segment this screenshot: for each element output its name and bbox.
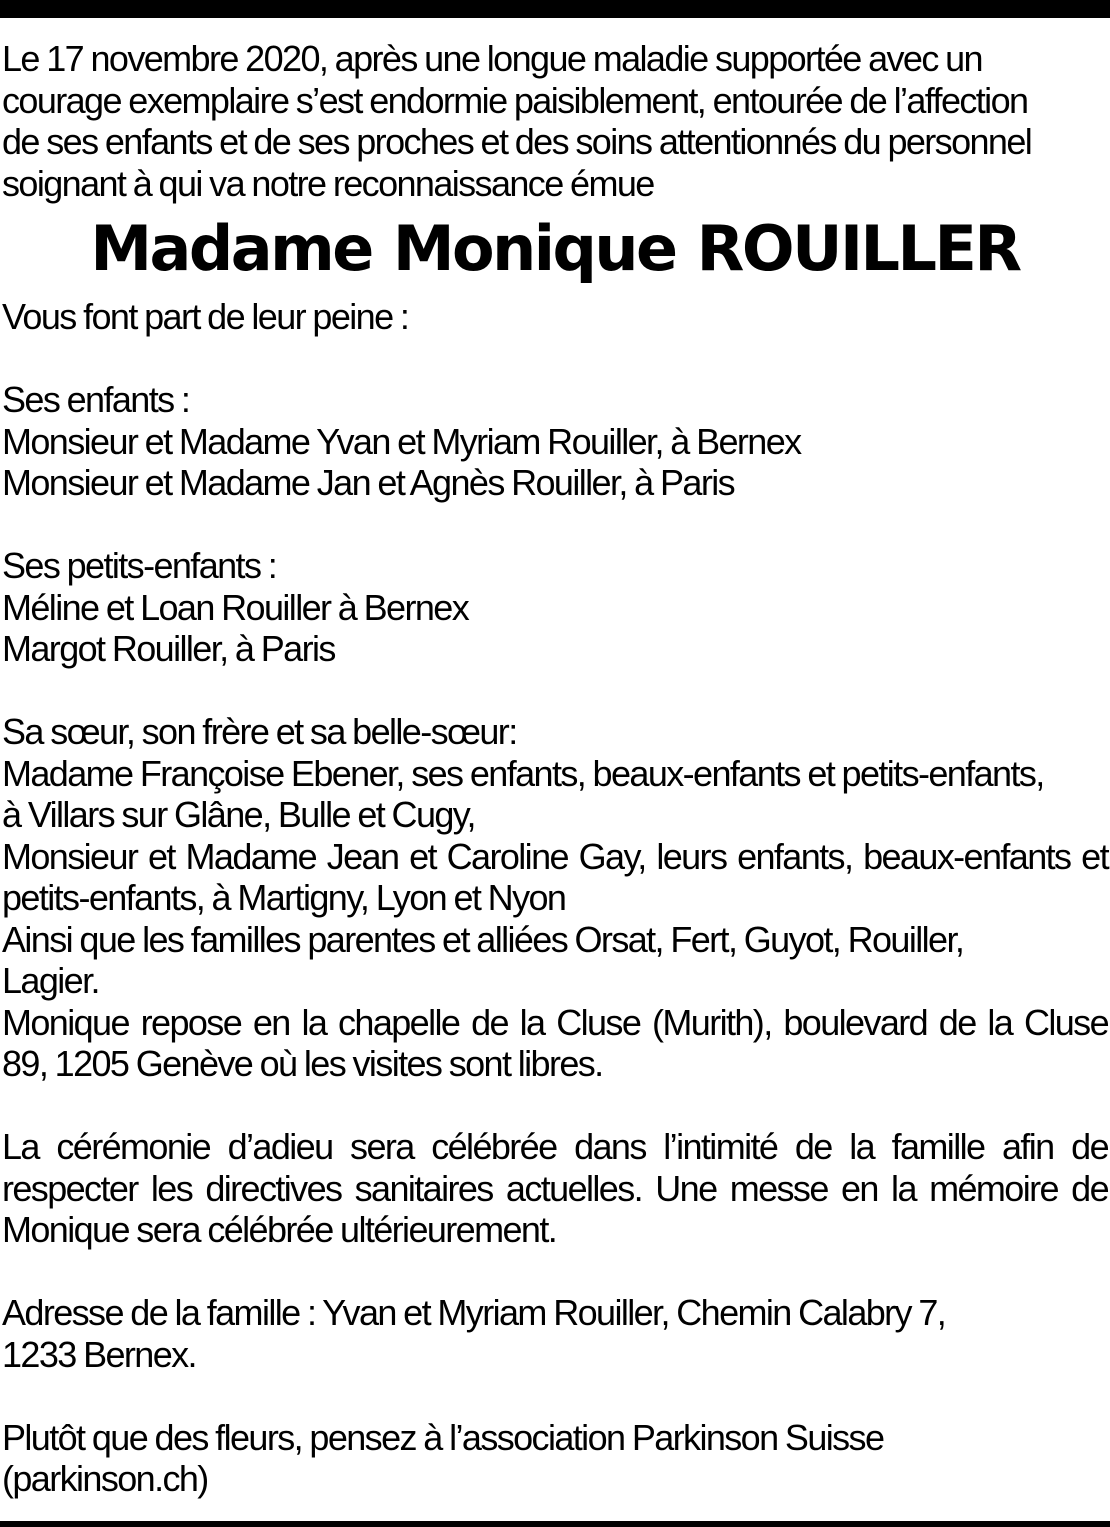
- deceased-name: Madame Monique ROUILLER: [90, 212, 1020, 285]
- ceremony-line: La cérémonie d’adieu sera célébrée dans l’intimité de la famille afin de: [2, 1126, 1108, 1167]
- donation-line: (parkinson.ch): [2, 1458, 208, 1499]
- siblings-line: Lagier.: [2, 960, 99, 1001]
- intro-line: de ses enfants et de ses proches et des soins attentionnés du personnel: [2, 121, 1032, 162]
- children-line: Monsieur et Madame Yvan et Myriam Rouiller, à Bernex: [2, 420, 801, 462]
- intro-line: Le 17 novembre 2020, après une longue maladie supportée avec un: [2, 38, 982, 79]
- siblings-line: à Villars sur Glâne, Bulle et Cugy,: [2, 794, 475, 835]
- grandchildren-line: Margot Rouiller, à Paris: [2, 628, 335, 669]
- donation-line: Plutôt que des fleurs, pensez à l’association Parkinson Suisse: [2, 1416, 884, 1458]
- top-border-rule: [0, 0, 1110, 18]
- grandchildren-heading: Ses petits-enfants :: [2, 545, 277, 586]
- address-line: 1233 Bernex.: [2, 1333, 196, 1375]
- donation-paragraph: [2, 1417, 1108, 1500]
- family-address: [2, 1292, 1108, 1375]
- siblings-heading: Sa sœur, son frère et sa belle-sœur:: [2, 711, 517, 752]
- ceremony-line: Monique sera célébrée ultérieurement.: [2, 1209, 557, 1250]
- intro-line: soignant à qui va notre reconnaissance émue: [2, 162, 654, 204]
- siblings-line: 89, 1205 Genève où les visites sont libres.: [2, 1043, 603, 1084]
- children-line: Monsieur et Madame Jan et Agnès Rouiller, à Paris: [2, 462, 735, 503]
- announcement-line: Vous font part de leur peine :: [2, 296, 409, 337]
- address-line: Adresse de la famille : Yvan et Myriam Rouiller, Chemin Calabry 7,: [2, 1292, 946, 1333]
- grandchildren-line: Méline et Loan Rouiller à Bernex: [2, 586, 469, 628]
- ceremony-paragraph: [2, 1126, 1108, 1251]
- siblings-line: Monsieur et Madame Jean et Caroline Gay, leurs enfants, beaux-enfants et: [2, 835, 1108, 877]
- siblings-line: Monique repose en la chapelle de la Cluse (Murith), boulevard de la Cluse: [2, 1001, 1108, 1043]
- obituary-notice: [2, 38, 1108, 1500]
- intro-paragraph: [2, 38, 1108, 204]
- siblings-line: Madame Françoise Ebener, ses enfants, beaux-enfants et petits-enfants,: [2, 752, 1044, 794]
- ceremony-line: respecter les directives sanitaires actuelles. Une messe en la mémoire de: [2, 1167, 1108, 1209]
- siblings-line: petits-enfants, à Martigny, Lyon et Nyon: [2, 877, 566, 918]
- intro-line: courage exemplaire s’est endormie paisiblement, entourée de l’affection: [2, 79, 1028, 121]
- siblings-section: [2, 711, 1108, 1085]
- grandchildren-section: [2, 545, 1108, 670]
- siblings-line: Ainsi que les familles parentes et alliées Orsat, Fert, Guyot, Rouiller,: [2, 918, 964, 960]
- bottom-border-rule: [0, 1521, 1110, 1527]
- children-section: [2, 379, 1108, 504]
- children-heading: Ses enfants :: [2, 379, 190, 420]
